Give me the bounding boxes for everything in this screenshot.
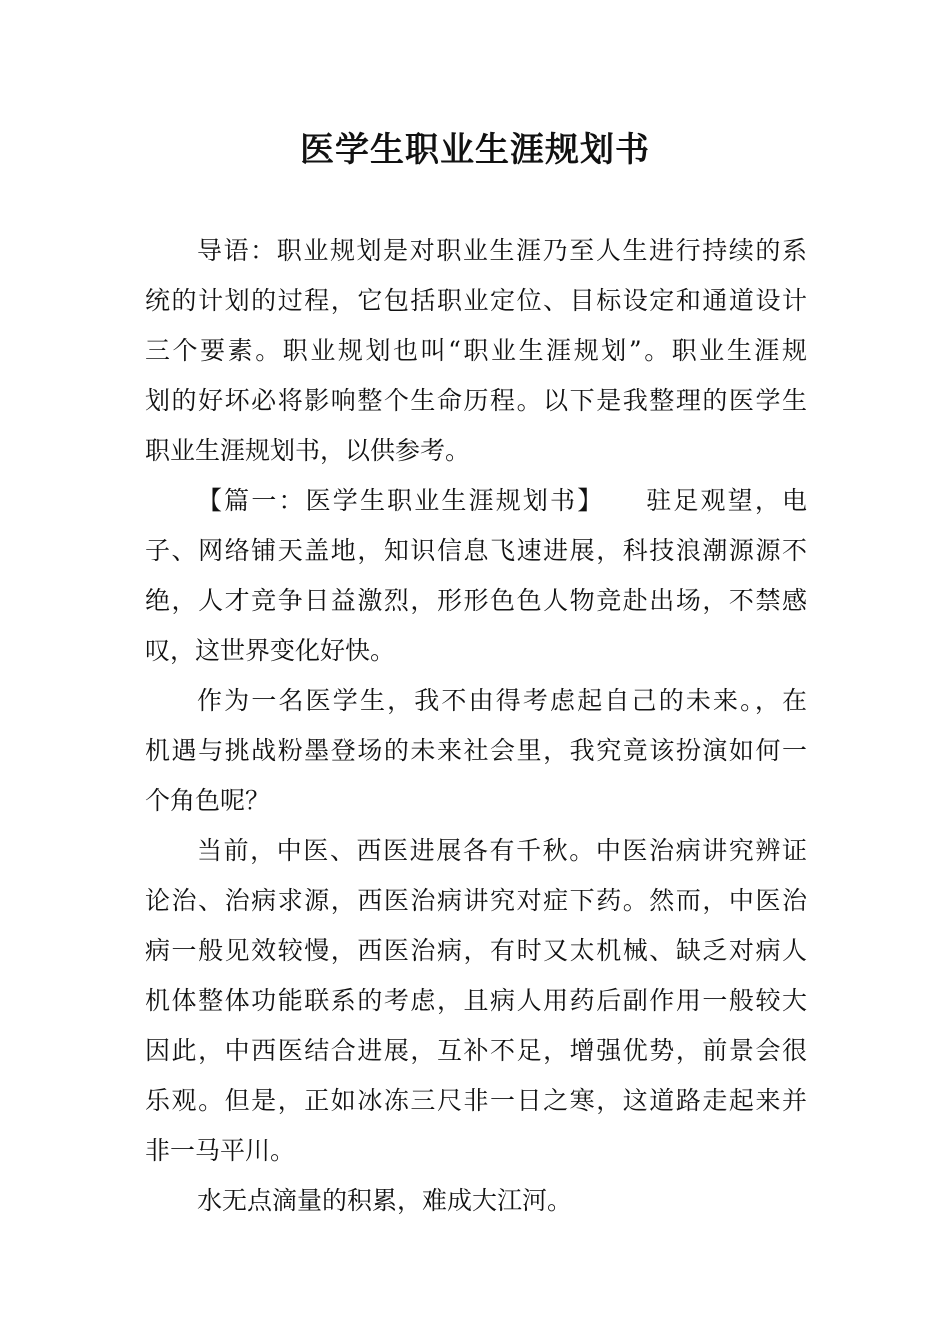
text-line: 个角色呢？ [145,786,271,815]
text-line: 论治、治病求源，西医治病讲究对症下药。然而，中医治 [145,886,807,915]
text-line: 叹，这世界变化好快。 [145,636,396,665]
text-line: 职业生涯规划书，以供参考。 [145,436,471,465]
text-line: 机体整体功能联系的考虑，且病人用药后副作用一般较大 [145,986,807,1015]
document-title: 医学生职业生涯规划书 [300,130,650,170]
text-line: 统的计划的过程，它包括职业定位、目标设定和通道设计 [145,286,807,315]
text-line: 作为一名医学生，我不由得考虑起自己的未来。，在 [197,686,807,715]
text-line: 导语：职业规划是对职业生涯乃至人生进行持续的系 [197,236,807,265]
text-line: 非一马平川。 [145,1136,296,1165]
paragraph-future [145,676,807,826]
paragraph-introduction [145,226,807,476]
paragraph-medicine [145,826,807,1176]
text-line: 机遇与挑战粉墨登场的未来社会里，我究竟该扮演如何一 [145,736,807,765]
paragraph-section-one [145,476,807,676]
document-body [145,226,807,1226]
text-line: 子、网络铺天盖地，知识信息飞速进展，科技浪潮源源不 [145,536,807,565]
text-line: 绝，人才竞争日益激烈，形形色色人物竞赴出场，不禁感 [145,586,807,615]
text-line: 【篇一：医学生职业生涯规划书】 驻足观望，电 [197,486,807,515]
text-line: 因此，中西医结合进展，互补不足，增强优势，前景会很 [145,1036,807,1065]
text-line: 病一般见效较慢，西医治病，有时又太机械、缺乏对病人 [145,936,807,965]
text-line: 划的好坏必将影响整个生命历程。以下是我整理的医学生 [145,386,807,415]
text-line: 当前，中医、西医进展各有千秋。中医治病讲究辨证 [197,836,807,865]
text-line: 水无点滴量的积累，难成大江河。 [197,1186,573,1215]
paragraph-accumulation [145,1176,807,1226]
text-line: 乐观。但是，正如冰冻三尺非一日之寒，这道路走起来并 [145,1086,807,1115]
text-line: 三个要素。职业规划也叫“职业生涯规划”。职业生涯规 [145,336,807,365]
